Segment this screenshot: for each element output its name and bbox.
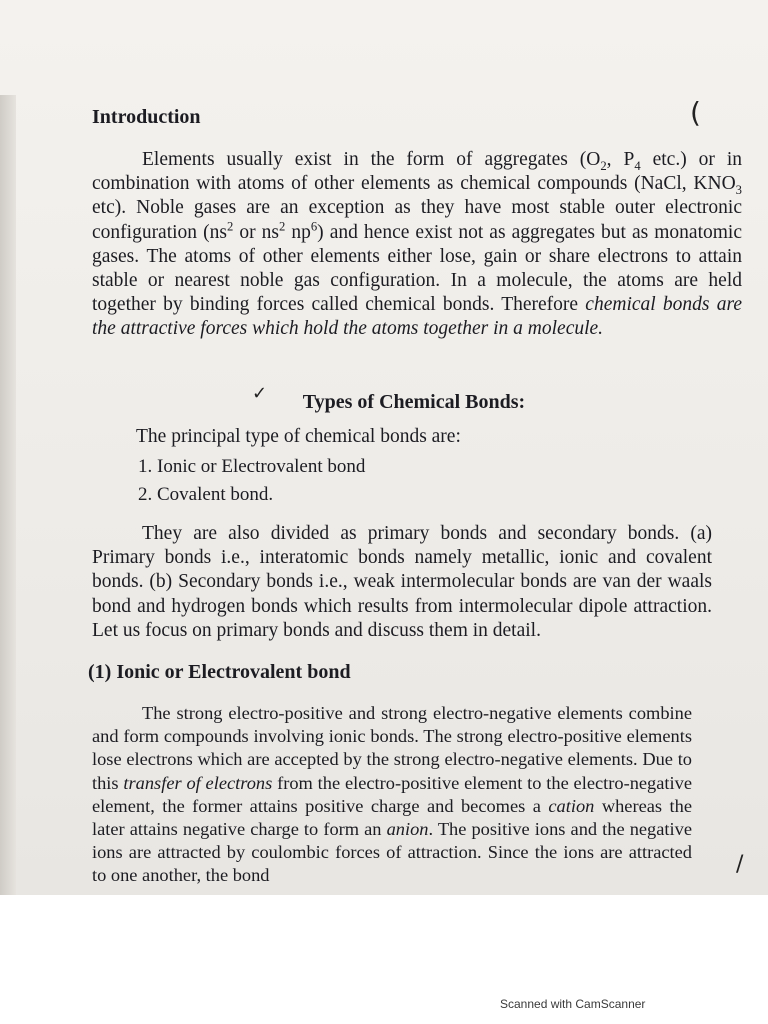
divided-paragraph: They are also divided as primary bonds and secondary bonds. (a) Primary bonds i.e., interatomic bonds namely metallic, ionic and covalent bonds. (b) Secondary bonds i.e., weak intermolecular bonds are van der waals bond and hydrogen bonds which results from intermolecular dipole attraction. Let us focus on primary bonds and discuss them in detail. [92, 523, 712, 641]
pen-stroke-mark: / [736, 852, 744, 877]
check-mark: ✓ [252, 383, 268, 404]
intro-definition: chemical bonds are the attractive forces which hold the atoms together in a molecule. [92, 294, 742, 340]
ionic-paragraph: The strong electro-positive and strong electro-negative elements combine and form compounds involving ionic bonds. The strong electro-positive elements lose electrons which are accepted by the strong electro-negative elements. Due to this transfer of electrons from the electro-positive element to the electro-negative element, the former attains positive charge and becomes a cation whereas the later attains negative charge to form an anion. The positive ions and the negative ions are attracted by coulombic forces of attraction. Since the ions are attracted to one another, the bond [92, 703, 692, 886]
scanner-watermark: Scanned with CamScanner [500, 997, 646, 1011]
intro-heading: Introduction [92, 106, 201, 128]
intro-paragraph: Elements usually exist in the form of aggregates ($O_2$, $P_4$ etc.) or in combination with atoms of other elements as chemical compounds (NaCl, $KNO_3$ etc). Noble gases are an exception as they have most stable outer electronic configuration ($ns^2$ or $ns^2$ $np^6$) and hence exist not as aggregates but as monatomic gases. The atoms of other elements either lose, gain or share electrons to attain stable or nearest noble gas configuration. In a molecule, the atoms are held together by binding forces called chemical bonds. Therefore chemical bonds are the attractive forces which hold the atoms together in a molecule. [92, 149, 742, 340]
types-intro: The principal type of chemical bonds are: [136, 426, 461, 447]
types-heading: Types of Chemical Bonds: [302, 391, 526, 413]
ionic-heading: (1) Ionic or Electrovalent bond [88, 661, 351, 683]
bracket-mark: ( [690, 96, 701, 129]
list-item: 2. Covalent bond. [138, 484, 274, 505]
types-list [138, 453, 768, 509]
list-item: 1. Ionic or Electrovalent bond [138, 456, 366, 477]
